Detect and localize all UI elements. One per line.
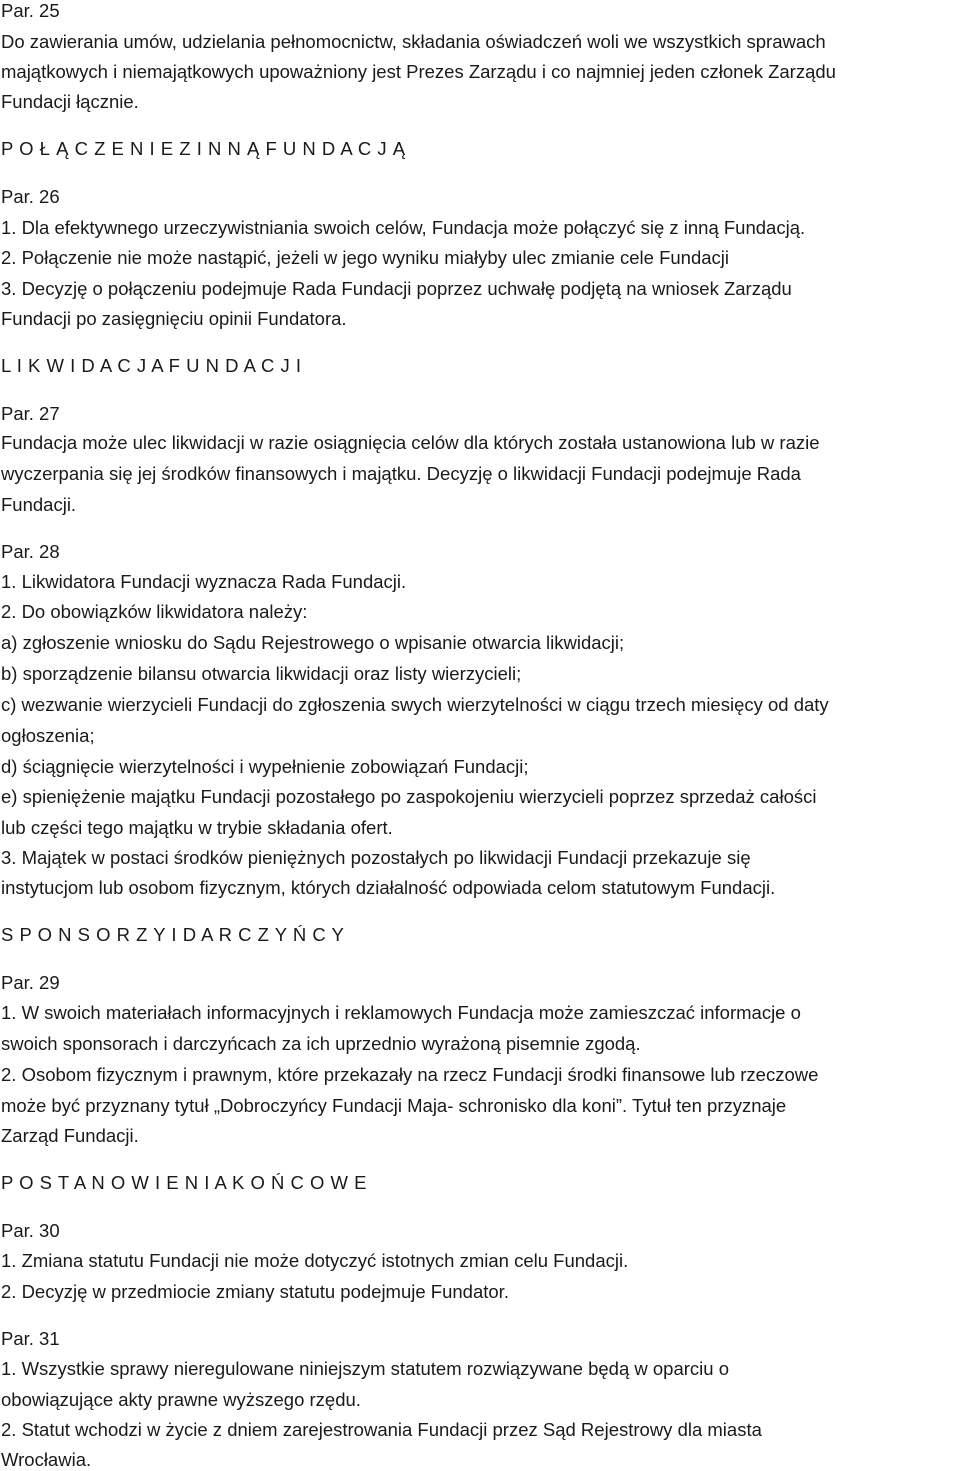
text-line: c) wezwanie wierzycieli Fundacji do zgłoszenia swych wierzytelności w ciągu trzech miesięcy od daty	[1, 694, 829, 715]
text-line: b) sporządzenie bilansu otwarcia likwidacji oraz listy wierzycieli;	[1, 663, 522, 684]
text-line: Fundacji po zasięgnięciu opinii Fundatora.	[1, 308, 347, 329]
text-line: 1. Likwidatora Fundacji wyznacza Rada Fundacji.	[1, 571, 407, 592]
text-line: 1. W swoich materiałach informacyjnych i reklamowych Fundacja może zamieszczać informacje o	[1, 1002, 801, 1023]
text-line: e) spieniężenie majątku Fundacji pozostałego po zaspokojeniu wierzycieli poprzez sprzedaż całości	[1, 786, 817, 807]
text-line: 2. Połączenie nie może nastąpić, jeżeli w jego wyniku miałyby ulec zmianie cele Fundacji	[1, 247, 730, 268]
text-line: lub części tego majątku w trybie składania ofert.	[1, 817, 393, 838]
text-line: 2. Osobom fizycznym i prawnym, które przekazały na rzecz Fundacji środki finansowe lub rzeczowe	[1, 1064, 819, 1085]
text-line: obowiązujące akty prawne wyższego rzędu.	[1, 1389, 361, 1410]
text-line: d) ściągnięcie wierzytelności i wypełnienie zobowiązań Fundacji;	[1, 756, 529, 777]
paragraph-30-heading: Par. 30	[1, 1220, 60, 1241]
section-heading-liquidation: L I K W I D A C J A F U N D A C J I	[1, 355, 302, 376]
text-line: 3. Majątek w postaci środków pieniężnych pozostałych po likwidacji Fundacji przekazuje się	[1, 847, 751, 868]
paragraph-28-heading: Par. 28	[1, 541, 60, 562]
text-line: 2. Do obowiązków likwidatora należy:	[1, 601, 308, 622]
text-line: instytucjom lub osobom fizycznym, których działalność odpowiada celom statutowym Fundacji.	[1, 877, 776, 898]
text-line: wyczerpania się jej środków finansowych i majątku. Decyzję o likwidacji Fundacji podejmuje Rada	[1, 463, 801, 484]
text-line: Fundacja może ulec likwidacji w razie osiągnięcia celów dla których została ustanowiona lub w razie	[1, 432, 820, 453]
text-line: majątkowych i niemajątkowych upoważniony jest Prezes Zarządu i co najmniej jeden członek Zarządu	[1, 61, 836, 82]
text-line: Fundacji łącznie.	[1, 91, 139, 112]
paragraph-27-heading: Par. 27	[1, 403, 60, 424]
paragraph-31-heading: Par. 31	[1, 1328, 60, 1349]
section-heading-merger: P O Ł Ą C Z E N I E Z I N N Ą F U N D A C J Ą	[1, 138, 406, 159]
text-line: Zarząd Fundacji.	[1, 1125, 139, 1146]
text-line: 1. Dla efektywnego urzeczywistniania swoich celów, Fundacja może połączyć się z inną Fundacją.	[1, 217, 806, 238]
text-line: 2. Statut wchodzi w życie z dniem zarejestrowania Fundacji przez Sąd Rejestrowy dla miasta	[1, 1419, 762, 1440]
paragraph-29-heading: Par. 29	[1, 972, 60, 993]
text-line: 1. Zmiana statutu Fundacji nie może dotyczyć istotnych zmian celu Fundacji.	[1, 1250, 629, 1271]
text-line: a) zgłoszenie wniosku do Sądu Rejestrowego o wpisanie otwarcia likwidacji;	[1, 632, 625, 653]
text-line: Wrocławia.	[1, 1449, 92, 1470]
section-heading-sponsors: S P O N S O R Z Y I D A R C Z Y Ń C Y	[1, 924, 345, 945]
text-line: swoich sponsorach i darczyńcach za ich uprzednio wyrażoną pisemnie zgodą.	[1, 1033, 641, 1054]
text-line: 3. Decyzję o połączeniu podejmuje Rada Fundacji poprzez uchwałę podjętą na wniosek Zarządu	[1, 278, 792, 299]
paragraph-25-heading: Par. 25	[1, 0, 60, 21]
text-line: ogłoszenia;	[1, 725, 95, 746]
text-line: 1. Wszystkie sprawy nieregulowane niniejszym statutem rozwiązywane będą w oparciu o	[1, 1358, 729, 1379]
text-line: Fundacji.	[1, 494, 77, 515]
paragraph-26-heading: Par. 26	[1, 186, 60, 207]
section-heading-final-provisions: P O S T A N O W I E N I A K O Ń C O W E	[1, 1172, 367, 1193]
text-line: może być przyznany tytuł „Dobroczyńcy Fundacji Maja- schronisko dla koni”. Tytuł ten przyznaje	[1, 1095, 787, 1116]
text-line: Do zawierania umów, udzielania pełnomocnictw, składania oświadczeń woli we wszystkich sprawach	[1, 31, 826, 52]
text-line: 2. Decyzję w przedmiocie zmiany statutu podejmuje Fundator.	[1, 1281, 509, 1302]
